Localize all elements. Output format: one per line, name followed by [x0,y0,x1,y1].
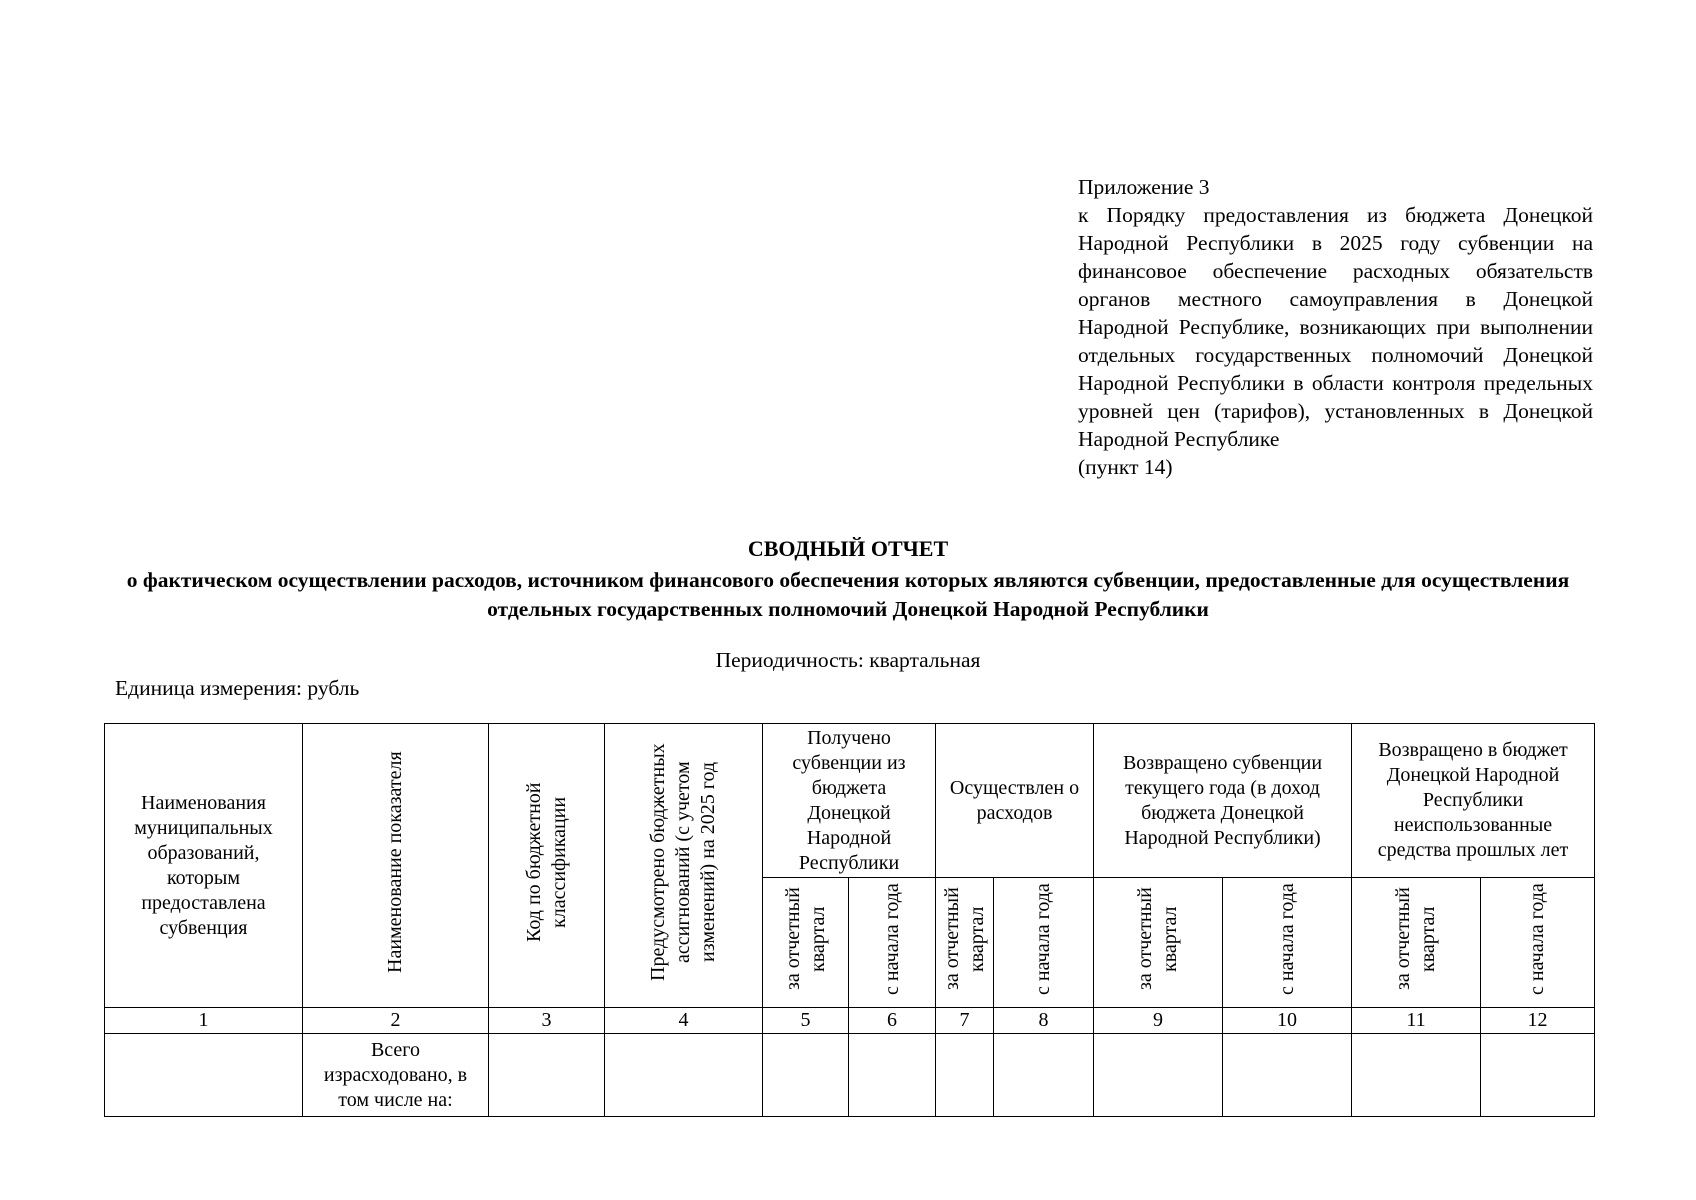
header-planned-allocations [605,724,763,1008]
header-returned-past-year [1481,878,1595,1008]
header-group-returned-current [1094,724,1352,878]
header-row-1 [105,724,1595,878]
header-group-received [763,724,936,878]
header-spent-quarter-text: за отчетный квартал [940,887,988,991]
cell-returned-past-year [1481,1034,1595,1117]
cell-municipality [105,1034,303,1117]
header-received-year [849,878,936,1008]
column-number: 1 [105,1008,303,1034]
cell-spent-quarter [936,1034,994,1117]
cell-spent-year [994,1034,1094,1117]
header-indicator-text: Наименование показателя [384,751,406,973]
cell-planned [605,1034,763,1117]
column-number: 10 [1223,1008,1352,1034]
header-planned-allocations-text: Предусмотрено бюджетных ассигнований (с учетом изменений) на 2025 год [647,743,719,981]
column-number: 4 [605,1008,763,1034]
report-table [104,723,1595,1117]
appendix-title: Приложение 3 [1078,175,1210,199]
column-number: 6 [849,1008,936,1034]
column-number: 12 [1481,1008,1595,1034]
column-number: 9 [1094,1008,1223,1034]
column-number: 3 [489,1008,605,1034]
header-municipalities-text: Наименования муниципальных образований, которым предоставлена субвенция [134,791,273,939]
header-returned-past-quarter-text: за отчетный квартал [1392,887,1440,991]
appendix-point: (пункт 14) [1078,455,1173,479]
header-group-returned-past-text: Возвращено в бюджет Донецкой Народной Республики неиспользованные средства прошлых лет [1377,739,1569,861]
header-received-quarter-text: за отчетный квартал [781,887,829,991]
report-subtitle: о фактическом осуществлении расходов, источником финансового обеспечения которых являются субвенции, предоставленные для осуществления отдельных государственных полномочий Донецкой Народной Республики [126,568,1570,621]
cell-received-year [849,1034,936,1117]
header-group-returned-past [1352,724,1595,878]
column-numbers-row [105,1008,1595,1034]
cell-budget-code [489,1034,605,1117]
cell-returned-current-quarter [1094,1034,1223,1117]
header-spent-year-text: с начала года [1032,883,1055,995]
column-number: 8 [994,1008,1094,1034]
column-number: 2 [303,1008,489,1034]
appendix-body: к Порядку предоставления из бюджета Донецкой Народной Республики в 2025 году субвенции на финансовое обеспечение расходных обязательств органов местного самоуправления в Донецкой Народной Республике, возникающих при выполнении отдельных государственных полномочий Донецкой Народной Республики в области контроля предельных уровней цен (тарифов), установленных в Донецкой Народной Республике [1078,203,1593,451]
periodicity: Периодичность: квартальная [715,648,981,672]
header-group-spent [936,724,1094,878]
header-returned-current-quarter-text: за отчетный квартал [1134,887,1182,991]
cell-total-label [303,1034,489,1117]
cell-returned-current-year [1223,1034,1352,1117]
column-number: 7 [936,1008,994,1034]
header-spent-quarter [936,878,994,1008]
header-municipalities [105,724,303,1008]
column-number: 5 [763,1008,849,1034]
header-spent-year [994,878,1094,1008]
header-returned-current-year-text: с начала года [1275,883,1298,995]
header-received-quarter [763,878,849,1008]
header-returned-past-quarter [1352,878,1481,1008]
header-returned-past-year-text: с начала года [1526,883,1549,995]
header-group-received-text: Получено субвенции из бюджета Донецкой Народной Республики [792,726,906,874]
cell-received-quarter [763,1034,849,1117]
header-budget-code [489,724,605,1008]
total-row-label: Всего израсходовано, в том числе на: [323,1038,468,1111]
header-returned-current-quarter [1094,878,1223,1008]
header-budget-code-text: Код по бюджетной классификации [522,782,570,942]
report-title: СВОДНЫЙ ОТЧЕТ [747,536,949,561]
header-group-spent-text: Осуществлен о расходов [949,776,1080,824]
total-row [105,1034,1595,1117]
header-group-returned-current-text: Возвращено субвенции текущего года (в доход бюджета Донецкой Народной Республики) [1122,751,1323,849]
cell-returned-past-quarter [1352,1034,1481,1117]
header-returned-current-year [1223,878,1352,1008]
appendix-block [1078,173,1593,481]
header-indicator [303,724,489,1008]
report-title-block [100,534,1596,624]
column-number: 11 [1352,1008,1481,1034]
header-received-year-text: с начала года [880,883,903,995]
unit-of-measure: Единица измерения: рубль [115,676,360,700]
